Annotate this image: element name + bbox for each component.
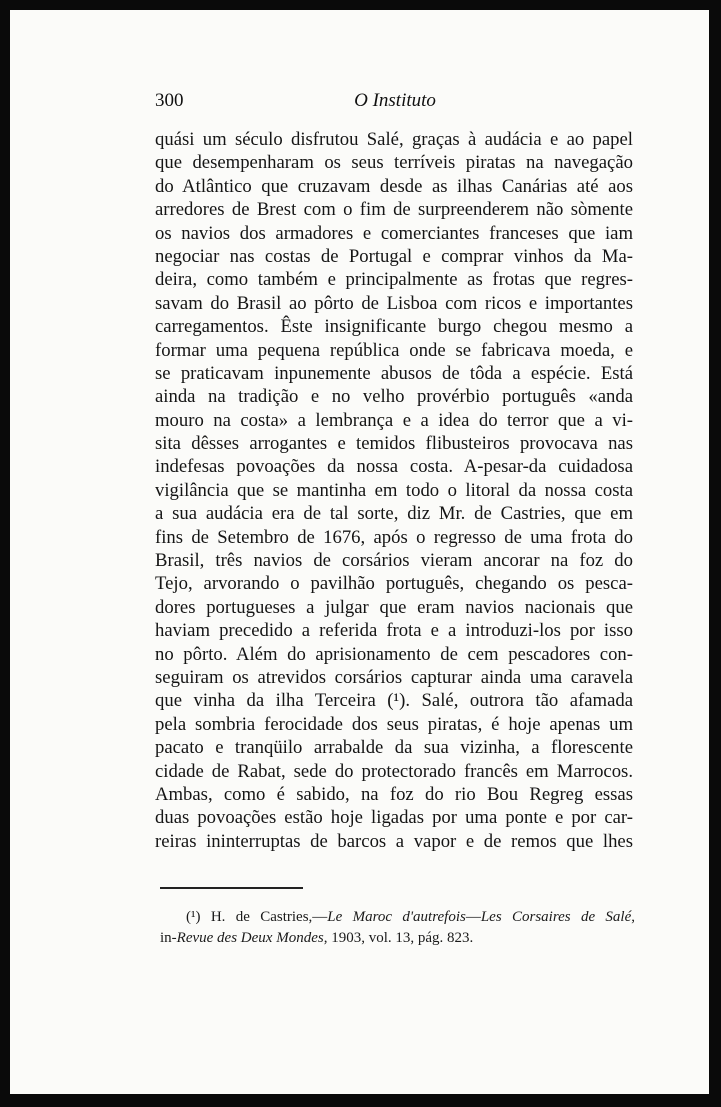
- footnote-in-prefix: in-: [160, 930, 177, 946]
- footnote-work-2: Les Corsaires de Salé: [480, 909, 632, 925]
- body-line: Tejo, arvorando o pavilhão português, chegando os pesca-: [155, 573, 633, 595]
- body-line: quási um século disfrutou Salé, graças à audácia e ao papel: [155, 129, 633, 150]
- footnote-line-2: [160, 928, 635, 949]
- body-line: que vinha da ilha Terceira (¹). Salé, outrora tão afamada: [155, 690, 633, 712]
- footnote-line-1: [160, 907, 635, 928]
- body-line: vigilância que se mantinha em todo o litoral da nossa costa: [155, 479, 633, 501]
- footnote-rule: [160, 887, 303, 889]
- body-line: Ambas, como é sabido, na foz do rio Bou Regreg essas: [155, 783, 633, 805]
- page-header: [155, 90, 635, 120]
- body-line: deira, como também e principalmente as frotas que regres-: [155, 269, 633, 291]
- body-line: carregamentos. Êste insignificante burgo chegou mesmo a: [155, 316, 633, 338]
- footnote: [160, 907, 635, 949]
- footnote-dash: —: [465, 909, 481, 925]
- body-line: negociar nas costas de Portugal e comprar vinhos da Ma-: [155, 245, 633, 267]
- body-line: haviam precedido a referida frota e a introduzi-los por isso: [155, 620, 633, 642]
- body-line: Brasil, três navios de corsários vieram ancorar na foz do: [155, 550, 633, 572]
- body-line: dores portugueses a julgar que eram navios nacionais que: [155, 596, 633, 618]
- body-line: reiras ininterruptas de barcos a vapor e de remos que lhes: [155, 830, 633, 852]
- body-line: savam do Brasil ao pôrto de Lisboa com ricos e importantes: [155, 292, 633, 314]
- body-line: ainda na tradição e no velho provérbio português «anda: [155, 386, 633, 408]
- footnote-journal: Revue des Deux Mondes: [176, 930, 324, 946]
- body-line: se praticavam inpunemente abusos de tôda a espécie. Está: [155, 362, 633, 384]
- body-line: do Atlântico que cruzavam desde as ilhas Canárias até aos: [155, 175, 633, 197]
- footnote-author: H. de Castries,: [210, 909, 313, 925]
- body-line: indefesas povoações da nossa costa. A-pesar-da cuidadosa: [155, 456, 633, 478]
- body-line: mouro na costa» a lembrança e a idea do terror que a vi-: [155, 409, 633, 431]
- page-number: 300: [155, 90, 184, 111]
- body-line: cidade de Rabat, sede do protectorado francês em Marrocos.: [155, 760, 633, 782]
- body-line: pacato e tranqüilo arrabalde da sua vizinha, a florescente: [155, 737, 633, 759]
- body-line: duas povoações estão hoje ligadas por uma ponte e por car-: [155, 807, 633, 829]
- running-title: O Instituto: [354, 90, 436, 111]
- body-line: os navios dos armadores e comerciantes franceses que iam: [155, 222, 633, 244]
- body-line: que desempenharam os seus terríveis piratas na navegação: [155, 152, 633, 174]
- book-page: [10, 10, 709, 1094]
- body-line: seguiram os atrevidos corsários capturar ainda uma caravela: [155, 666, 633, 688]
- footnote-comma: ,: [631, 909, 635, 925]
- body-text: [155, 128, 633, 853]
- body-line: no pôrto. Além do aprisionamento de cem pescadores con-: [155, 643, 633, 665]
- footnote-marker: (¹): [186, 909, 201, 925]
- body-line: sita dêsses arrogantes e temidos flibusteiros provocava nas: [155, 433, 633, 455]
- body-line: formar uma pequena república onde se fabricava moeda, e: [155, 339, 633, 361]
- footnote-dash: —: [312, 909, 328, 925]
- body-line: fins de Setembro de 1676, após o regresso de uma frota do: [155, 526, 633, 548]
- body-line: arredores de Brest com o fim de surpreenderem não sòmente: [155, 199, 633, 221]
- body-line: pela sombria ferocidade dos seus piratas, é hoje apenas um: [155, 713, 633, 735]
- footnote-details: , 1903, vol. 13, pág. 823.: [323, 930, 474, 946]
- body-line: a sua audácia era de tal sorte, diz Mr. de Castries, que em: [155, 503, 633, 525]
- footnote-work-1: Le Maroc d'autrefois: [327, 909, 466, 925]
